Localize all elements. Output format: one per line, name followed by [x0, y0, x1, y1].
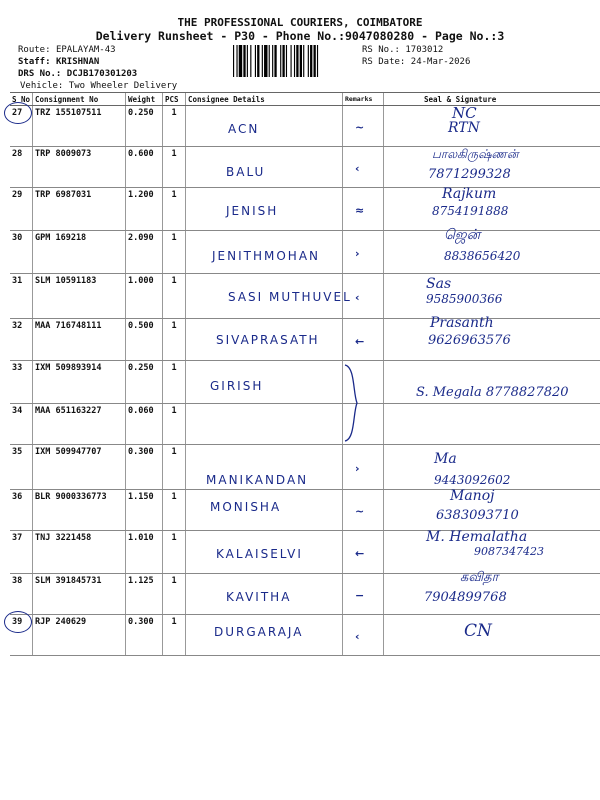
sno-cell [10, 188, 33, 231]
barcode-bar [262, 45, 263, 77]
consignee-cell [186, 147, 343, 188]
handwritten-brace-mark [339, 363, 369, 443]
consignment-cell-text: TRZ 155107511 [35, 108, 102, 118]
weight-cell [126, 106, 163, 147]
handwritten-circle-mark [4, 611, 32, 633]
barcode-bar [255, 45, 256, 77]
signature-cell [384, 227, 600, 274]
table-row [10, 574, 600, 615]
sno-cell-text: 33 [12, 363, 23, 373]
consignment-cell [33, 445, 126, 490]
route-line: Route: EPALAYAM-43 [18, 45, 116, 55]
col-weight: Weight [126, 93, 163, 106]
consignment-cell [33, 231, 126, 274]
barcode-bar [257, 45, 259, 77]
consignment-cell-text: SLM 10591183 [35, 276, 97, 286]
remark-tick-mark: ~ [355, 121, 365, 134]
remarks-cell [343, 147, 384, 188]
barcode-bar [264, 45, 267, 77]
handwritten-circle-mark [4, 102, 32, 124]
weight-cell [126, 574, 163, 615]
rs-date-value: 24-Mar-2026 [410, 57, 471, 67]
drs-value: DCJB170301203 [66, 69, 138, 79]
sno-cell [10, 445, 33, 490]
consignment-cell [33, 319, 126, 361]
remarks-cell [343, 274, 384, 319]
consignee-cell [186, 106, 343, 147]
sno-cell [10, 361, 33, 404]
consignee-cell [186, 361, 343, 404]
weight-cell-text: 0.500 [128, 321, 154, 331]
remark-tick-mark: › [355, 462, 360, 475]
vehicle-line: Vehicle: Two Wheeler Delivery [20, 81, 178, 91]
remarks-cell [343, 231, 384, 274]
barcode-bar [317, 45, 318, 77]
signature-handwritten: பாலகிருஷ்ணன் [432, 147, 519, 161]
table-row [10, 188, 600, 231]
weight-cell-text: 0.300 [128, 447, 154, 457]
signature-cell [384, 531, 600, 574]
signature-phone-handwritten: 9443092602 [434, 473, 511, 487]
pcs-cell [163, 445, 186, 490]
pcs-cell [163, 319, 186, 361]
consignee-name-handwritten: ACN [228, 122, 260, 136]
consignee-cell [186, 274, 352, 319]
remark-tick-mark: ‹ [355, 630, 360, 643]
consignee-name-handwritten: SIVAPRASATH [216, 333, 320, 347]
remarks-cell [343, 531, 384, 574]
sno-cell-text: 28 [12, 149, 23, 159]
consignee-name-handwritten: MANIKANDAN [206, 473, 309, 487]
pcs-cell-text: 1 [171, 276, 177, 286]
sno-cell-text: 38 [12, 576, 23, 586]
consignment-cell [33, 531, 126, 574]
table-row [10, 147, 600, 188]
consignee-name-handwritten: MONISHA [210, 500, 282, 514]
consignment-cell-text: MAA 716748111 [35, 321, 102, 331]
pcs-cell-text: 1 [171, 447, 177, 457]
weight-cell-text: 0.060 [128, 406, 154, 416]
barcode-bar [280, 45, 281, 77]
signature-handwritten: CN [464, 621, 492, 641]
consignment-cell-text: SLM 391845731 [35, 576, 102, 586]
pcs-cell [163, 188, 186, 231]
consignee-name-handwritten: GIRISH [210, 379, 264, 393]
signature-phone-handwritten: 8754191888 [432, 204, 509, 218]
signature-handwritten: Rajkum [442, 186, 497, 202]
signature-handwritten: கவிதா [460, 570, 499, 585]
sno-cell [10, 147, 33, 188]
consignment-cell-text: TRP 8009073 [35, 149, 92, 159]
col-sno: S No [10, 93, 33, 106]
table-row [10, 615, 600, 656]
consignee-cell [186, 490, 343, 531]
weight-cell [126, 490, 163, 531]
table-row [10, 361, 600, 404]
sno-cell-text: 30 [12, 233, 23, 243]
weight-cell [126, 147, 163, 188]
barcode-bar [236, 45, 237, 77]
pcs-cell-text: 1 [171, 108, 177, 118]
consignee-name-handwritten: JENISH [226, 204, 279, 218]
signature-phone-handwritten: 6383093710 [436, 508, 519, 523]
barcode-bar [291, 45, 292, 77]
table-row [10, 490, 600, 531]
barcode-bar [239, 45, 242, 77]
pcs-cell-text: 1 [171, 149, 177, 159]
signature-phone-handwritten: 7904899768 [424, 590, 507, 605]
table-row [10, 319, 600, 361]
barcode-bar [310, 45, 312, 77]
pcs-cell [163, 361, 186, 404]
signature-handwritten: Sas [426, 276, 452, 292]
pcs-cell-text: 1 [171, 406, 177, 416]
weight-cell [126, 361, 163, 404]
pcs-cell-text: 1 [171, 533, 177, 543]
table-row [10, 445, 600, 490]
pcs-cell-text: 1 [171, 492, 177, 502]
sno-cell [10, 231, 33, 274]
col-pcs: PCS [163, 93, 186, 106]
barcode-bar [286, 45, 287, 77]
barcode-bar [233, 45, 234, 77]
sno-cell [10, 404, 33, 445]
signature-cell [384, 315, 600, 361]
remark-tick-mark: ‹ [355, 162, 360, 175]
sno-cell-text: 27 [12, 108, 23, 118]
consignment-cell [33, 147, 126, 188]
rs-no-line: RS No.: 1703012 [362, 45, 444, 55]
remarks-cell [343, 106, 384, 147]
remark-tick-mark: ≈ [355, 204, 365, 217]
table-row [10, 404, 600, 445]
consignee-cell [186, 188, 343, 231]
consignment-cell [33, 274, 126, 319]
company-title: THE PROFESSIONAL COURIERS, COIMBATORE [177, 16, 423, 29]
consignee-cell [186, 404, 343, 445]
weight-cell-text: 0.250 [128, 108, 154, 118]
weight-cell-text: 0.250 [128, 363, 154, 373]
sno-cell [10, 574, 33, 615]
weight-cell [126, 319, 163, 361]
signature-cell [384, 274, 600, 319]
signature-phone-handwritten: 9626963576 [428, 333, 511, 348]
pcs-cell [163, 274, 186, 319]
consignee-cell [186, 574, 343, 615]
weight-cell-text: 1.125 [128, 576, 154, 586]
remark-tick-mark: − [355, 589, 365, 602]
weight-cell-text: 0.600 [128, 149, 154, 159]
signature-phone-handwritten: RTN [448, 120, 480, 136]
consignment-cell-text: IXM 509947707 [35, 447, 102, 457]
signature-handwritten: Manoj [450, 488, 495, 504]
consignee-cell [186, 531, 343, 574]
rs-no-value: 1703012 [405, 45, 444, 55]
pcs-cell [163, 531, 186, 574]
consignee-name-handwritten: DURGARAJA [214, 625, 304, 639]
drs-line: DRS No.: DCJB170301203 [18, 69, 138, 79]
sno-cell [10, 319, 33, 361]
barcode-bar [303, 45, 304, 77]
signature-phone-handwritten: 9087347423 [474, 545, 544, 558]
weight-cell-text: 1.150 [128, 492, 154, 502]
barcode-bar [282, 45, 284, 77]
barcode-bar [274, 45, 276, 77]
signature-cell [384, 445, 600, 490]
consignment-cell [33, 615, 126, 656]
remarks-cell [343, 574, 384, 615]
consignment-cell-text: GPM 169218 [35, 233, 87, 243]
weight-cell-text: 1.200 [128, 190, 154, 200]
sno-cell-text: 32 [12, 321, 23, 331]
sno-cell [10, 274, 33, 319]
signature-cell [384, 361, 600, 404]
signature-cell [384, 615, 600, 656]
pcs-cell-text: 1 [171, 233, 177, 243]
pcs-cell-text: 1 [171, 363, 177, 373]
consignee-name-handwritten: JENITHMOHAN [212, 249, 320, 263]
signature-handwritten: M. Hemalatha [426, 529, 528, 545]
sno-cell-text: 31 [12, 276, 23, 286]
pcs-cell-text: 1 [171, 576, 177, 586]
barcode-bar [247, 45, 248, 77]
col-consignment: Consignment No [33, 93, 126, 106]
pcs-cell [163, 106, 186, 147]
signature-handwritten: Ma [434, 451, 457, 467]
table-row [10, 106, 600, 147]
signature-cell [384, 188, 600, 231]
staff-line: Staff: KRISHNAN [18, 57, 100, 67]
rs-date-line: RS Date: 24-Mar-2026 [362, 57, 471, 67]
table-row [10, 231, 600, 274]
sno-cell [10, 531, 33, 574]
consignment-cell-text: MAA 651163227 [35, 406, 102, 416]
pcs-cell [163, 615, 186, 656]
weight-cell [126, 531, 163, 574]
table-row [10, 274, 600, 319]
col-consignee: Consignee Details [186, 93, 343, 106]
sno-cell-text: 39 [12, 617, 23, 627]
weight-cell [126, 274, 163, 319]
signature-phone-handwritten: 9585900366 [426, 292, 503, 306]
remarks-cell [343, 188, 384, 231]
consignee-name-handwritten: SASI MUTHUVEL [228, 290, 352, 304]
route-value: EPALAYAM-43 [55, 45, 116, 55]
signature-handwritten: S. Megala 8778827820 [416, 385, 569, 400]
consignment-cell [33, 106, 126, 147]
remark-tick-mark: ← [355, 334, 365, 348]
col-remarks: Remarks [343, 93, 384, 106]
sno-cell-text: 35 [12, 447, 23, 457]
weight-cell [126, 445, 163, 490]
consignment-cell-text: TNJ 3221458 [35, 533, 92, 543]
consignee-cell [186, 615, 343, 656]
col-signature: Seal & Signature [384, 93, 600, 106]
weight-cell-text: 2.090 [128, 233, 154, 243]
table-header-row [10, 93, 600, 106]
remark-tick-mark: › [355, 247, 360, 260]
pcs-cell-text: 1 [171, 617, 177, 627]
consignment-cell-text: RJP 240629 [35, 617, 87, 627]
sno-cell-text: 37 [12, 533, 23, 543]
sno-cell-text: 36 [12, 492, 23, 502]
weight-cell-text: 0.300 [128, 617, 154, 627]
consignment-cell [33, 574, 126, 615]
consignment-cell-text: TRP 6987031 [35, 190, 92, 200]
signature-cell [384, 404, 600, 445]
pcs-cell [163, 490, 186, 531]
signature-cell [384, 490, 600, 531]
table-row [10, 531, 600, 574]
signature-phone-handwritten: 8838656420 [444, 249, 521, 263]
sno-cell-text: 34 [12, 406, 23, 416]
sno-cell-text: 29 [12, 190, 23, 200]
runsheet-table [10, 92, 600, 656]
signature-handwritten: ஜென் [444, 227, 481, 243]
weight-cell-text: 1.000 [128, 276, 154, 286]
consignment-cell [33, 490, 126, 531]
pcs-cell [163, 147, 186, 188]
consignee-name-handwritten: KALAISELVI [216, 547, 303, 561]
consignment-cell [33, 188, 126, 231]
signature-handwritten: NC [452, 104, 477, 122]
consignment-cell-text: IXM 509893914 [35, 363, 102, 373]
weight-cell [126, 404, 163, 445]
barcode-bar [272, 45, 273, 77]
remarks-cell [343, 445, 384, 490]
remarks-cell [343, 490, 384, 531]
weight-cell-text: 1.010 [128, 533, 154, 543]
remark-tick-mark: ~ [355, 505, 365, 518]
consignment-cell [33, 361, 126, 404]
barcode-image [233, 45, 357, 77]
consignment-cell [33, 404, 126, 445]
barcode-bar [300, 45, 302, 77]
weight-cell [126, 188, 163, 231]
consignee-name-handwritten: KAVITHA [226, 590, 292, 604]
barcode-bar [269, 45, 270, 77]
barcode-bar [250, 45, 251, 77]
consignment-cell-text: BLR 9000336773 [35, 492, 107, 502]
consignee-cell [186, 445, 343, 490]
pcs-cell [163, 231, 186, 274]
pcs-cell [163, 574, 186, 615]
staff-value: KRISHNAN [55, 57, 100, 67]
consignee-cell [186, 319, 343, 361]
signature-cell [384, 106, 600, 147]
weight-cell [126, 231, 163, 274]
remark-tick-mark: ‹ [355, 291, 360, 304]
remarks-cell [343, 615, 384, 656]
barcode-bar [296, 45, 298, 77]
barcode-bar [294, 45, 295, 77]
consignee-cell [186, 231, 343, 274]
vehicle-value: Two Wheeler Delivery [68, 81, 178, 91]
sno-cell [10, 490, 33, 531]
pcs-cell-text: 1 [171, 321, 177, 331]
barcode-bar [308, 45, 309, 77]
pcs-cell [163, 404, 186, 445]
barcode-bar [314, 45, 316, 77]
signature-cell [384, 570, 600, 615]
weight-cell [126, 615, 163, 656]
barcode-bar [243, 45, 245, 77]
signature-phone-handwritten: 7871299328 [428, 167, 511, 182]
pcs-cell-text: 1 [171, 190, 177, 200]
consignee-name-handwritten: BALU [226, 165, 266, 179]
signature-cell [384, 147, 600, 188]
remark-tick-mark: ← [355, 547, 365, 560]
runsheet-subtitle: Delivery Runsheet - P30 - Phone No.:9047080280 - Page No.:3 [95, 29, 505, 43]
signature-handwritten: Prasanth [430, 315, 494, 331]
remarks-cell [343, 319, 384, 361]
